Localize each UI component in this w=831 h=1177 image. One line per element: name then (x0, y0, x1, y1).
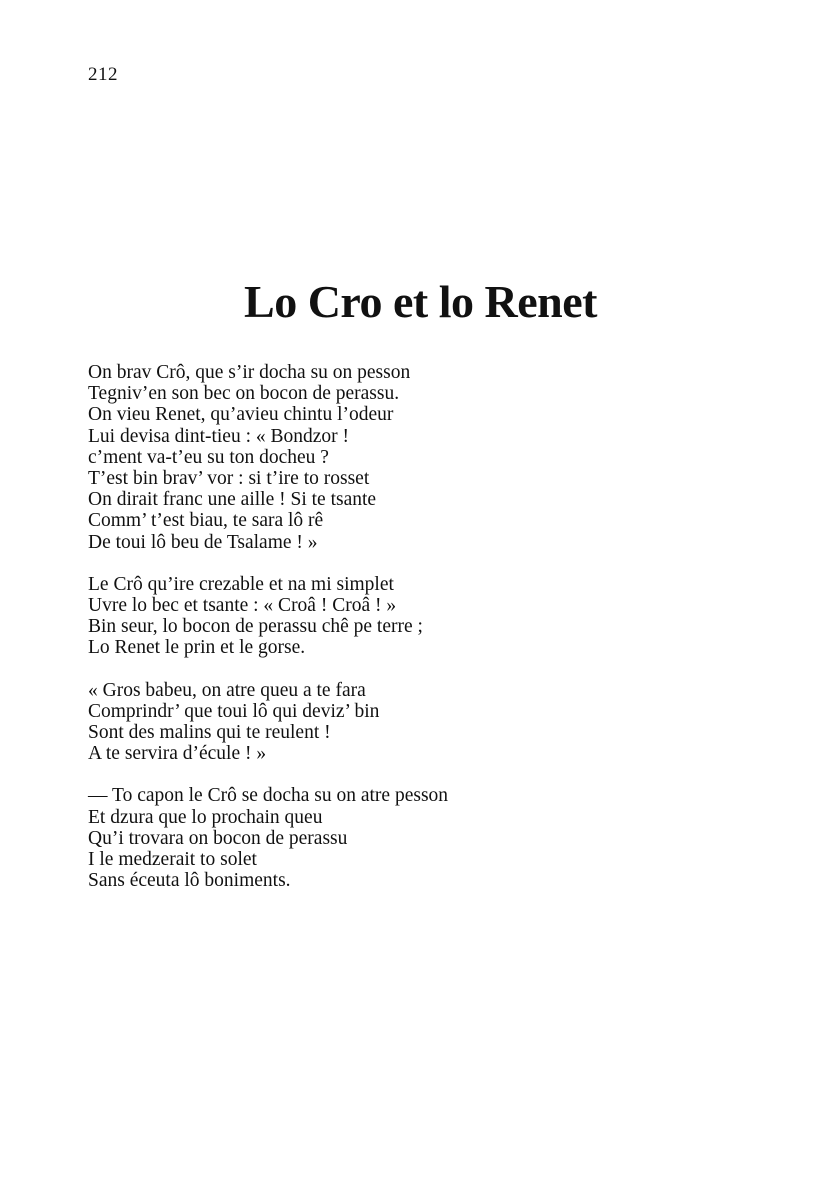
verse-line: T’est bin brav’ vor : si t’ire to rosset (88, 468, 370, 490)
verse-line: On brav Crô, que s’ir docha su on pesson (88, 362, 411, 383)
verse-line: Et dzura que lo prochain queu (88, 806, 323, 828)
verse-line: Qu’i trovara on bocon de perassu (88, 827, 348, 849)
verse-line: On dirait franc une aille ! Si te tsante (88, 489, 377, 511)
verse-line: On vieu Renet, qu’avieu chintu l’odeur (88, 404, 394, 426)
verse-line: « Gros babeu, on atre queu a te fara (88, 679, 366, 701)
stanza (88, 785, 788, 891)
verse-line: Lui devisa dint-tieu : « Bondzor ! (88, 425, 350, 447)
verse-line: Bin seur, lo bocon de perassu chê pe terre ; (88, 616, 423, 638)
verse-line: De toui lô beu de Tsalame ! » (88, 531, 318, 553)
poem-body (88, 362, 788, 912)
verse-line: Le Crô qu’ire crezable et na mi simplet (88, 573, 394, 595)
verse-line: A te servira d’écule ! » (88, 743, 267, 765)
verse-line: Lo Renet le prin et le gorse. (88, 637, 306, 659)
verse-line: c’ment va-t’eu su ton docheu ? (88, 446, 329, 468)
stanza (88, 362, 788, 553)
verse-line: Comprindr’ que toui lô qui deviz’ bin (88, 700, 380, 722)
verse-line: I le medzerait to solet (88, 849, 257, 871)
verse-line: — To capon le Crô se docha su on atre pesson (88, 785, 449, 807)
verse-line: Tegniv’en son bec on bocon de perassu. (88, 383, 400, 405)
stanza (88, 680, 788, 765)
verse-line: Sont des malins qui te reulent ! (88, 722, 331, 744)
verse-line: Sans éceuta lô boniments. (88, 870, 291, 892)
poem-title: Lo Cro et lo Renet (244, 276, 597, 327)
verse-line: Comm’ t’est biau, te sara lô rê (88, 510, 324, 532)
page-number: 212 (88, 64, 118, 85)
stanza (88, 574, 788, 659)
verse-line: Uvre lo bec et tsante : « Croâ ! Croâ ! » (88, 595, 397, 617)
